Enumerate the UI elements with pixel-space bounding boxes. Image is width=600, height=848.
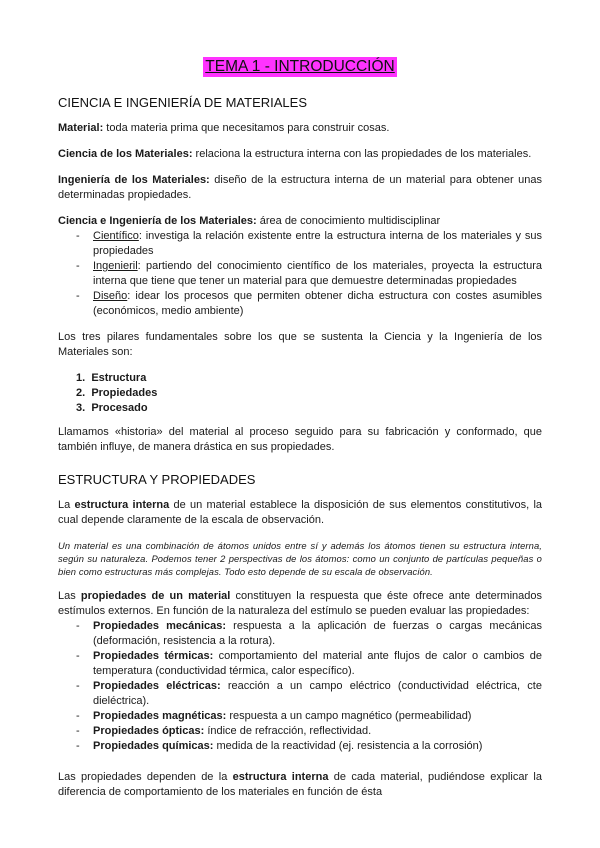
title-wrap [0, 57, 600, 77]
estructura-paragraph: La estructura interna de un material establece la disposición de sus elementos constitutivos, la cual depende claramente de la escala de observación. [58, 499, 542, 526]
aspects-list [58, 229, 542, 319]
document-body [58, 94, 542, 800]
list-item: - Propiedades eléctricas: reacción a un campo eléctrico (conductividad eléctrica, cte dieléctrica). [58, 679, 542, 709]
list-item: - Propiedades químicas: medida de la reactividad (ej. resistencia a la corrosión) [58, 739, 542, 754]
def-ingenieria: Ingeniería de los Materiales: diseño de la estructura interna de un material para obtener unas determinadas propiedades. [58, 174, 542, 201]
def-material: Material: toda materia prima que necesitamos para construir cosas. [58, 122, 390, 134]
page-title: TEMA 1 - INTRODUCCIÓN [205, 58, 395, 75]
closing-paragraph: Las propiedades dependen de la estructura interna de cada material, pudiéndose explicar la diferencia de comportamiento de los materiales en función de ésta [58, 771, 542, 798]
list-item: - Propiedades mecánicas: respuesta a la aplicación de fuerzas o cargas mecánicas (deformación, resistencia a la rotura). [58, 619, 542, 649]
pillars-intro: Los tres pilares fundamentales sobre los que se sustenta la Ciencia y la Ingeniería de los Materiales son: [58, 331, 542, 358]
propiedades-paragraph: Las propiedades de un material constituyen la respuesta que éste ofrece ante determinados estímulos externos. En función de la naturaleza del estímulo se pueden evaluar las propiedades: [58, 590, 542, 617]
list-item: - Propiedades térmicas: comportamiento del material ante flujos de calor o cambios de temperatura (conductividad térmica, calor específico). [58, 649, 542, 679]
list-item: 2. Propiedades [76, 387, 158, 399]
pillars-list [58, 371, 542, 416]
list-item: - Científico: investiga la relación existente entre la estructura interna de los materiales y sus propiedades [58, 229, 542, 259]
properties-list [58, 619, 542, 754]
list-item: - Diseño: idear los procesos que permiten obtener dicha estructura con costes asumibles (económicos, medio ambiente) [58, 289, 542, 319]
section-heading-ciencia: CIENCIA E INGENIERÍA DE MATERIALES [58, 95, 307, 110]
def-ciencia: Ciencia de los Materiales: relaciona la estructura interna con las propiedades de los materiales. [58, 148, 532, 160]
list-item: - Propiedades magnéticas: respuesta a un campo magnético (permeabilidad) [58, 709, 542, 724]
def-ciencia-ingenieria: Ciencia e Ingeniería de los Materiales: área de conocimiento multidisciplinar [58, 215, 441, 227]
list-item: - Ingenieril: partiendo del conocimiento científico de los materiales, proyecta la estructura interna que tiene que tener un material para que demuestre determinadas propiedades [58, 259, 542, 289]
atom-note: Un material es una combinación de átomos unidos entre sí y además los átomos tienen su estructura interna, según su naturaleza. Podemos tener 2 perspectivas de los átomos: como un conjunto de partículas pequeñas o bien como estructuras más complejas. Todo esto depende de su escala de observación. [58, 540, 542, 577]
section-heading-estructura: ESTRUCTURA Y PROPIEDADES [58, 472, 256, 487]
list-item: - Propiedades ópticas: índice de refracción, reflectividad. [58, 724, 542, 739]
list-item: 3. Procesado [76, 402, 148, 414]
list-item: 1. Estructura [76, 372, 147, 384]
historia-paragraph: Llamamos «historia» del material al proceso seguido para su fabricación y conformado, que también influye, de manera drástica en sus propiedades. [58, 426, 542, 453]
